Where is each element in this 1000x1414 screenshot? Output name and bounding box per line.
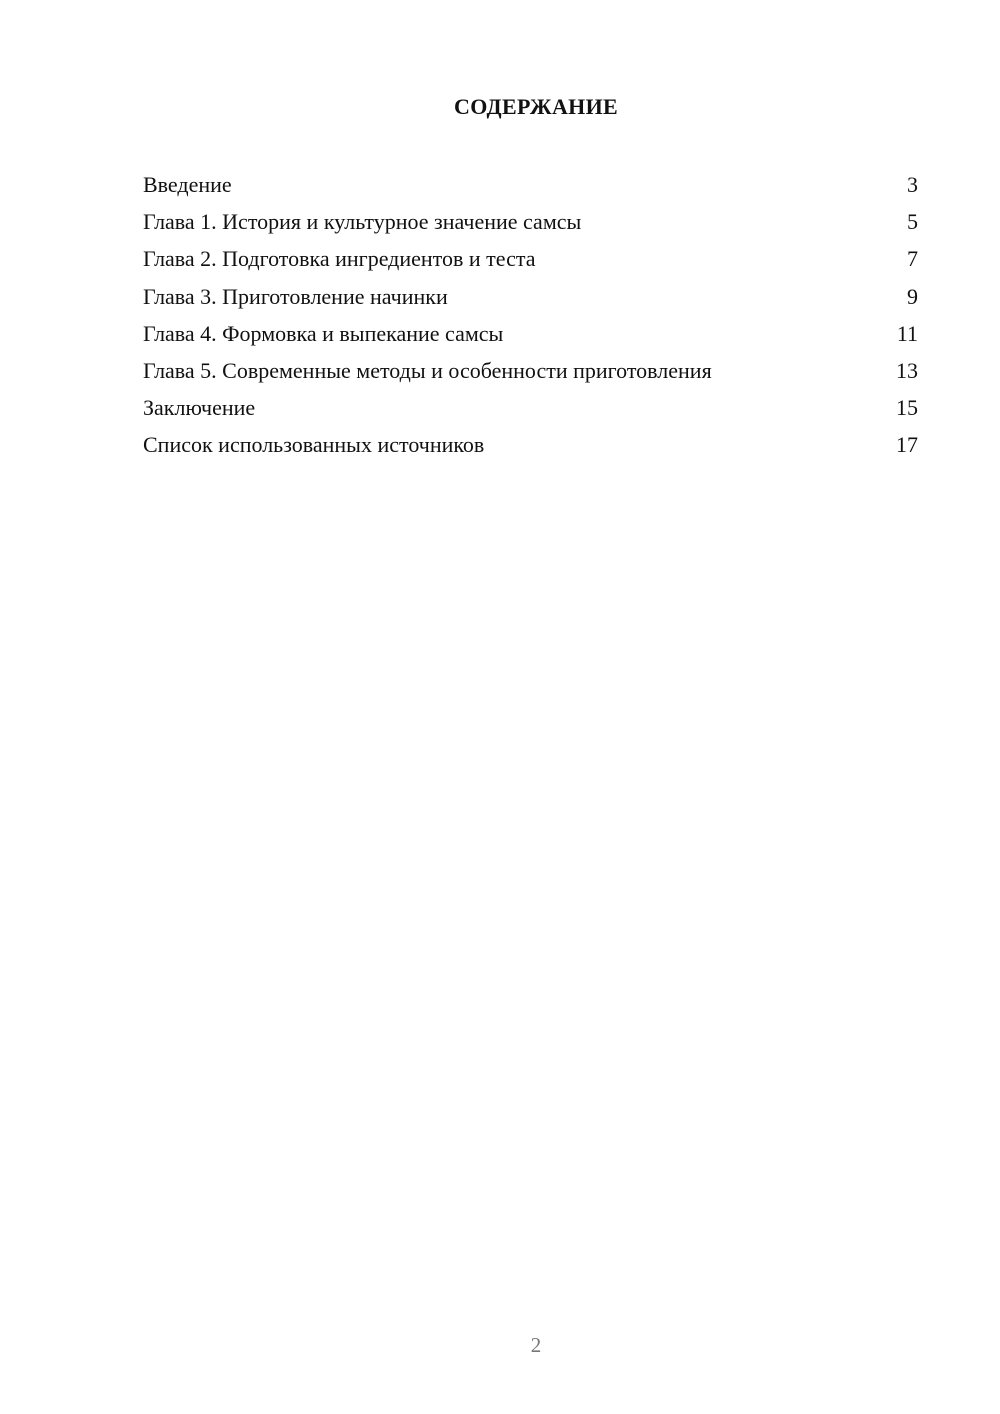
toc-entry-page-number: 3 (907, 172, 918, 197)
toc-entry-chapter-1 (143, 205, 918, 242)
toc-entry-title: Глава 5. Современные методы и особенности приготовления (143, 357, 712, 383)
page-number: 2 (530, 1333, 542, 1357)
toc-entry-conclusion (143, 391, 918, 428)
toc-heading: СОДЕРЖАНИЕ (454, 94, 618, 119)
toc-entry-page-number: 15 (896, 395, 918, 421)
toc-entry-page-number: 7 (907, 246, 918, 272)
toc-entry-references (143, 428, 918, 465)
toc-entry-chapter-5 (143, 354, 918, 391)
toc-entry-title: Глава 1. История и культурное значение самсы (143, 209, 582, 235)
toc-entry-title: Глава 3. Приготовление начинки (143, 283, 448, 309)
toc-entry-chapter-4 (143, 317, 918, 354)
toc-entry-title: Заключение (143, 395, 256, 421)
toc-entry-page-number: 9 (907, 283, 918, 309)
toc-entry-page-number: 13 (896, 357, 918, 383)
toc-entry-introduction (143, 168, 918, 205)
toc-entry-chapter-2 (143, 242, 918, 279)
toc-entry-title: Список использованных источников (143, 432, 485, 458)
toc-entry-title: Глава 2. Подготовка ингредиентов и теста (143, 246, 536, 272)
toc-entry-title: Введение (143, 172, 232, 197)
table-of-contents (143, 168, 918, 466)
toc-entry-page-number: 17 (896, 432, 918, 458)
toc-entry-title: Глава 4. Формовка и выпекание самсы (143, 320, 504, 346)
toc-entry-chapter-3 (143, 280, 918, 317)
toc-entry-page-number: 11 (896, 320, 918, 346)
toc-entry-page-number: 5 (907, 209, 918, 235)
